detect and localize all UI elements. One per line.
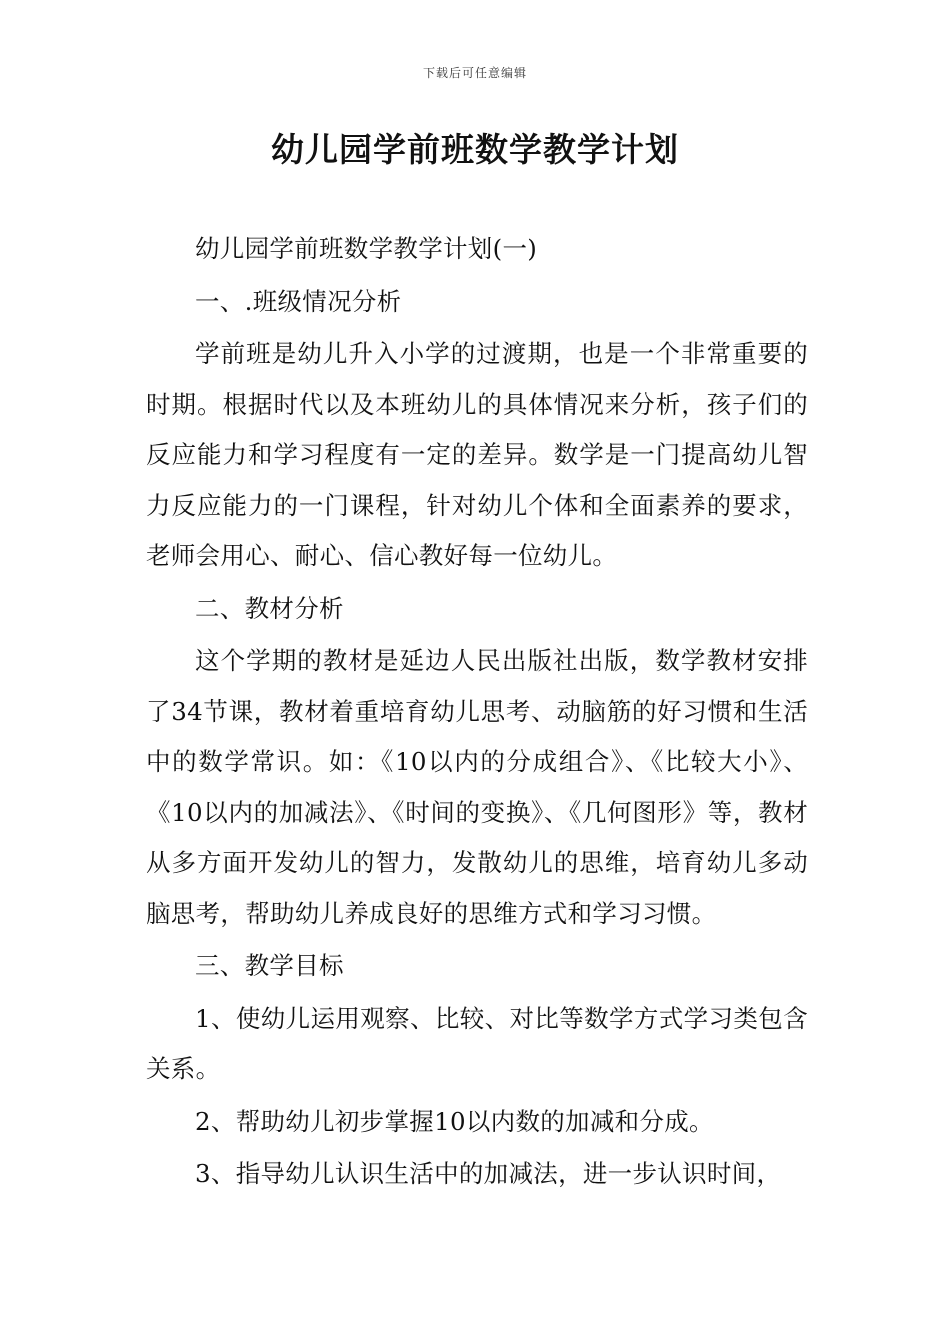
goal-item-3: 3、指导幼儿认识生活中的加减法，进一步认识时间，	[195, 1159, 782, 1188]
header-note: 下载后可任意编辑	[422, 66, 527, 80]
paragraph-textbook-analysis: 这个学期的教材是延边人民出版社出版，数学教材安排了34节课，教材着重培育幼儿思考、动脑筋的好习惯和生活中的数学常识。如：《10以内的分成组合》、《比较大小》、《10以内的加减法》、《时间的变换》、《几何图形》等，教材从多方面开发幼儿的智力，发散幼儿的思维，培育幼儿多动脑思考，帮助幼儿养成良好的思维方式和学习习惯。	[146, 646, 808, 928]
subtitle-paragraph: 幼儿园学前班数学教学计划(一)	[195, 234, 538, 263]
goal-item-1: 1、使幼儿运用观察、比较、对比等数学方式学习类包含关系。	[146, 1003, 808, 1083]
goal-item-2: 2、帮助幼儿初步掌握10以内数的加减和分成。	[195, 1106, 714, 1136]
section-heading-teaching-goals: 三、教学目标	[195, 951, 344, 980]
document-body	[146, 224, 808, 1202]
paragraph-class-analysis: 学前班是幼儿升入小学的过渡期，也是一个非常重要的时期。根据时代以及本班幼儿的具体情况来分析，孩子们的反应能力和学习程度有一定的差异。数学是一门提高幼儿智力反应能力的一门课程，针对幼儿个体和全面素养的要求，老师会用心、耐心、信心教好每一位幼儿。	[146, 339, 808, 570]
section-heading-class-analysis: 一、.班级情况分析	[195, 286, 402, 316]
section-heading-textbook-analysis: 二、教材分析	[195, 593, 344, 623]
document-title: 幼儿园学前班数学教学计划	[271, 130, 679, 169]
